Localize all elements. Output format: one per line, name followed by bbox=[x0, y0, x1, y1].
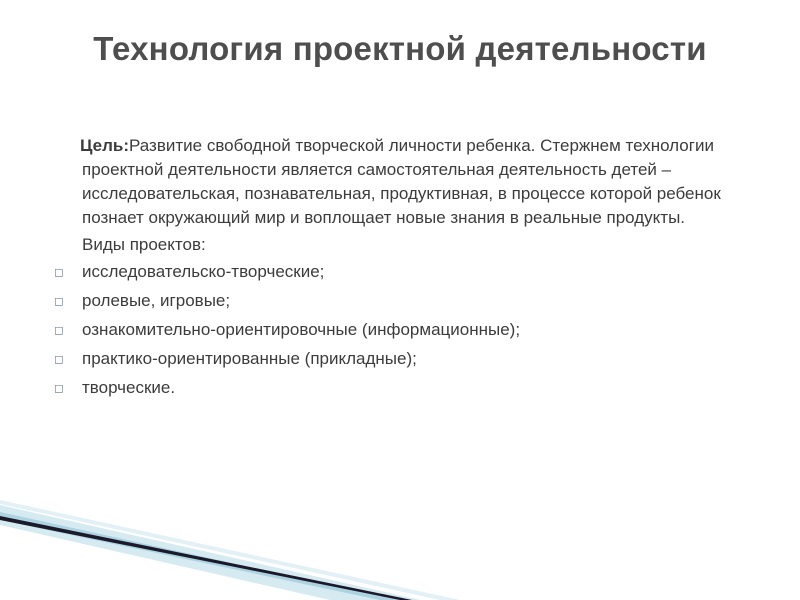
goal-text: Развитие свободной творческой личности ребенка. Стержнем технологии проектной деятельности является самостоятельная деятельность детей – исследовательская, познавательная, продуктивная, в процессе которой ребенок познает окружающий мир и воплощает новые знания в реальные продукты. bbox=[82, 136, 721, 227]
slide-content bbox=[54, 134, 764, 405]
list-item bbox=[54, 347, 764, 376]
square-bullet-icon: ◻ bbox=[54, 323, 64, 337]
list-item bbox=[54, 260, 764, 289]
list-item-text: ролевые, игровые; bbox=[82, 291, 231, 310]
square-bullet-icon: ◻ bbox=[54, 265, 64, 279]
goal-label: Цель: bbox=[80, 136, 129, 155]
square-bullet-icon: ◻ bbox=[54, 294, 64, 308]
list-item-text: ознакомительно-ориентировочные (информационные); bbox=[82, 320, 521, 339]
decor-hatch-band bbox=[0, 500, 460, 600]
decor-light-band bbox=[0, 505, 420, 600]
square-bullet-icon: ◻ bbox=[54, 381, 64, 395]
goal-paragraph bbox=[54, 134, 764, 230]
project-types-heading: Виды проектов: bbox=[82, 235, 206, 254]
decor-dark-stroke bbox=[0, 516, 412, 600]
project-types-list bbox=[54, 260, 764, 405]
decor-mid-band bbox=[0, 512, 400, 600]
list-item-text: творческие. bbox=[82, 378, 176, 397]
slide-title: Технология проектной деятельности bbox=[93, 30, 707, 67]
list-item-text: исследовательско-творческие; bbox=[82, 262, 325, 281]
list-item-text: практико-ориентированные (прикладные); bbox=[82, 349, 417, 368]
square-bullet-icon: ◻ bbox=[54, 352, 64, 366]
list-item bbox=[54, 376, 764, 405]
list-item bbox=[54, 318, 764, 347]
list-item bbox=[54, 289, 764, 318]
